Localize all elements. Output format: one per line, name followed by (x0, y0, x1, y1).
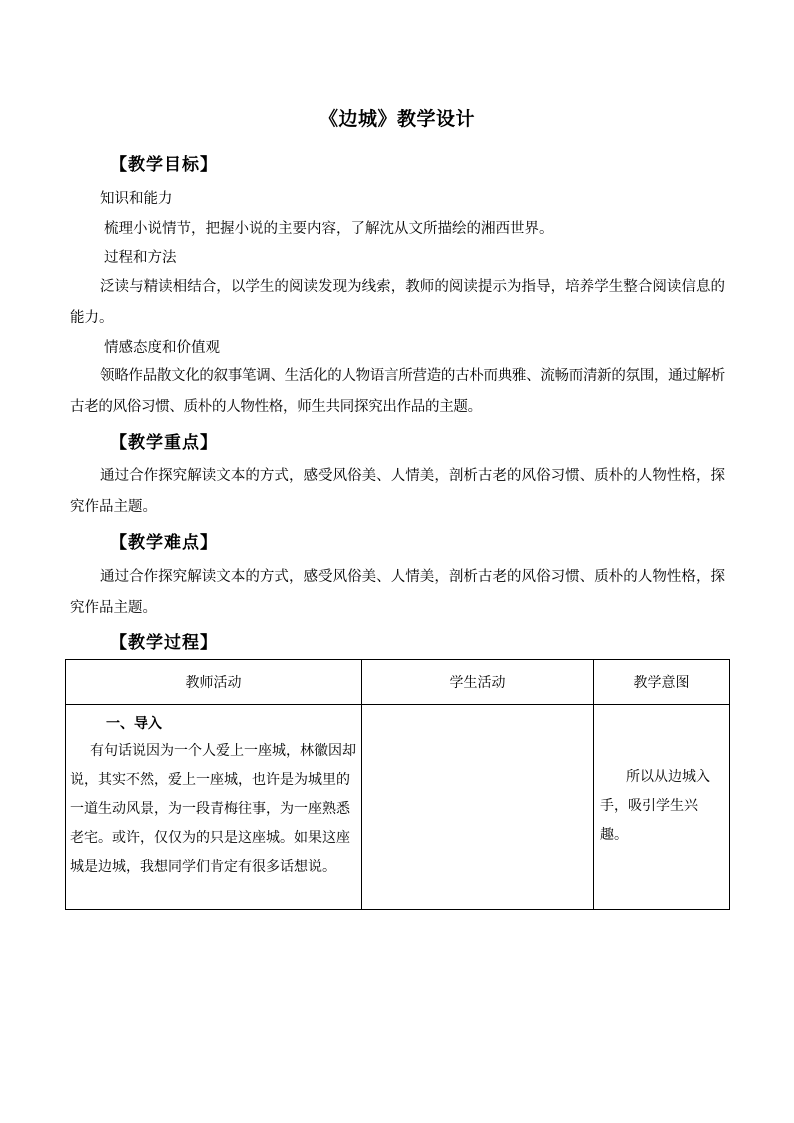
process-label: 过程和方法 (104, 250, 177, 266)
section-heading: 一、导入 (106, 716, 162, 732)
difficulties-text: 通过合作探究解读文本的方式，感受风俗美、人情美，剖析古老的风俗习惯、质朴的人物性格，探究作品主题。 (70, 569, 725, 616)
knowledge-label: 知识和能力 (100, 191, 173, 207)
emotion-label: 情感态度和价值观 (104, 340, 220, 356)
column-header-intent: 教学意图 (594, 660, 730, 705)
difficulties-heading: 【教学难点】 (110, 533, 218, 553)
emotion-text: 领略作品散文化的叙事笔调、生活化的人物语言所营造的古朴而典雅、流畅而清新的氛围，通过解析古老的风俗习惯、质朴的人物性格，师生共同探究出作品的主题。 (70, 368, 725, 415)
key-points-heading: 【教学重点】 (110, 433, 218, 453)
process-table (65, 659, 730, 910)
process-heading: 【教学过程】 (110, 633, 218, 653)
key-points-text: 通过合作探究解读文本的方式，感受风俗美、人情美，剖析古老的风俗习惯、质朴的人物性格，探究作品主题。 (70, 468, 725, 515)
table-header-row (66, 660, 730, 705)
column-header-teacher: 教师活动 (66, 660, 362, 705)
student-activity-cell (362, 705, 594, 910)
objectives-heading: 【教学目标】 (110, 155, 218, 175)
teacher-activity-text: 有句话说因为一个人爱上一座城，林徽因却说，其实不然，爱上一座城，也许是为城里的一道生动风景，为一段青梅往事，为一座熟悉老宅。或许，仅仅为的只是这座城。如果这座城是边城，我想同学们肯定有很多话想说。 (70, 743, 356, 875)
teaching-intent-cell: 所以从边城入手，吸引学生兴趣。 (594, 705, 730, 910)
column-header-student: 学生活动 (362, 660, 594, 705)
process-text: 泛读与精读相结合，以学生的阅读发现为线索，教师的阅读提示为指导，培养学生整合阅读信息的能力。 (70, 279, 725, 326)
knowledge-text: 梳理小说情节，把握小说的主要内容，了解沈从文所描绘的湘西世界。 (104, 221, 554, 237)
teacher-activity-cell (66, 705, 362, 910)
page-title: 《边城》教学设计 (318, 108, 475, 130)
table-row (66, 705, 730, 910)
